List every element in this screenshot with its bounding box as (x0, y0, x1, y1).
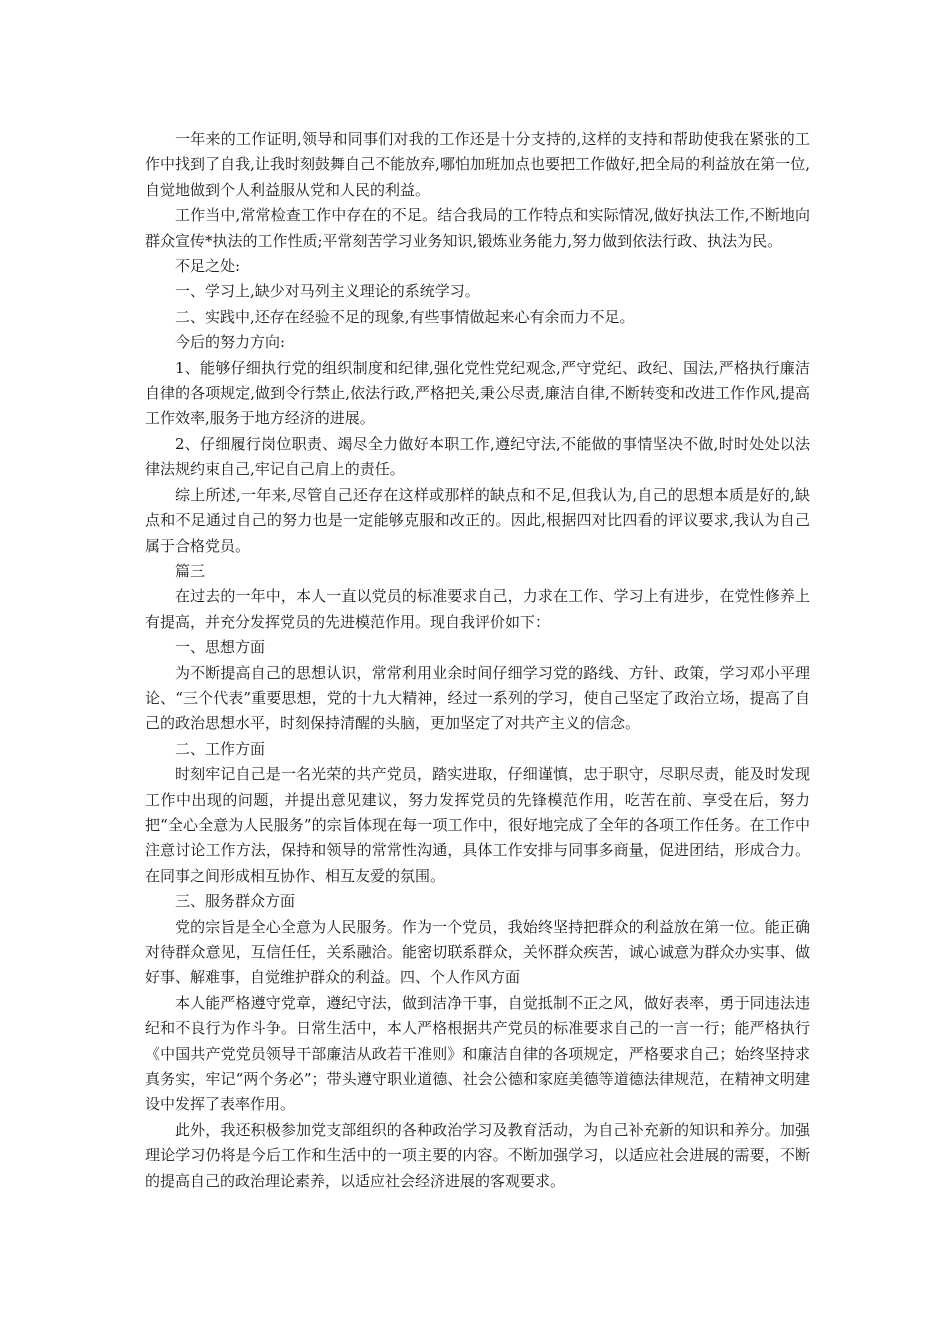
paragraph-work: 时刻牢记自己是一名光荣的共产党员，踏实进取，仔细谨慎，忠于职守，尽职尽责，能及时发现工作中出现的问题，并提出意见建议，努力发挥党员的先锋模范作用，吃苦在前、享受在后，努力把“全心全意为人民服务”的宗旨体现在每一项工作中，很好地完成了全年的各项工作任务。在工作中注意讨论工作方法，保持和领导的常常性沟通，具体工作安排与同事多商量，促进团结，形成合力。在同事之间形成相互协作、相互友爱的氛围。 (145, 765, 810, 885)
paragraph-work-check: 工作当中,常常检查工作中存在的不足。结合我局的工作特点和实际情况,做好执法工作,不断地向群众宣传*执法的工作性质;平常刻苦学习业务知识,锻炼业务能力,努力做到依法行政、执法为民。 (145, 206, 810, 250)
paragraph-conclusion: 此外，我还积极参加党支部组织的各种政治学习及教育活动，为自己补充新的知识和养分。加强理论学习仍将是今后工作和生活中的一项主要的内容。不断加强学习，以适应社会进展的需要，不断的提高自己的政治理论素养，以适应社会经济进展的客观要求。 (145, 1120, 810, 1190)
list-item-direction-2: 2、仔细履行岗位职责、竭尽全力做好本职工作,遵纪守法,不能做的事情坚决不做,时时处处以法律法规约束自己,牢记自己肩上的责任。 (145, 434, 810, 479)
heading-shortcomings: 不足之处: (175, 257, 241, 276)
paragraph-personal-style: 本人能严格遵守党章，遵纪守法，做到洁净干事，自觉抵制不正之风，做好表率，勇于同违法违纪和不良行为作斗争。日常生活中，本人严格根据共产党员的标准要求自己的一言一行；能严格执行《中国共产党党员领导干部廉洁从政若干准则》和廉洁自律的各项规定，严格要求自己；始终坚持求真务实，牢记“两个务必”；带头遵守职业道德、社会公德和家庭美德等道德法律规范，在精神文明建设中发挥了表率作用。 (145, 993, 810, 1114)
section-title-part-three: 篇三 (175, 561, 206, 580)
document-body (145, 127, 810, 1194)
paragraph-intro: 在过去的一年中，本人一直以党员的标准要求自己，力求在工作、学习上有进步，在党性修养上有提高，并充分发挥党员的先进模范作用。现自我评价如下： (145, 587, 810, 631)
paragraph-thought: 为不断提高自己的思想认识，常常利用业余时间仔细学习党的路线、方针、政策，学习邓小平理论、“三个代表”重要思想，党的十九大精神，经过一系列的学习，使自己坚定了政治立场，提高了自己的政治思想水平，时刻保持清醒的头脑，更加坚定了对共产主义的信念。 (145, 663, 810, 733)
list-item-shortcoming-2: 二、实践中,还存在经验不足的现象,有些事情做起来心有余而力不足。 (175, 307, 635, 326)
paragraph-summary: 综上所述,一年来,尽管自己还存在这样或那样的缺点和不足,但我认为,自己的思想本质是好的,缺点和不足通过自己的努力也是一定能够克服和改正的。因此,根据四对比四看的评议要求,我认为自己属于合格党员。 (145, 485, 810, 555)
paragraph-serve-masses: 党的宗旨是全心全意为人民服务。作为一个党员，我始终坚持把群众的利益放在第一位。能正确对待群众意见，互信任任，关系融洽。能密切联系群众，关怀群众疾苦，诚心诚意为群众办实事、做好事、解难事，自觉维护群众的利益。四、个人作风方面 (145, 917, 810, 987)
heading-serve-masses: 三、服务群众方面 (175, 892, 296, 911)
heading-work: 二、工作方面 (175, 739, 266, 758)
paragraph-support: 一年来的工作证明,领导和同事们对我的工作还是十分支持的,这样的支持和帮助使我在紧张的工作中找到了自我,让我时刻鼓舞自己不能放弃,哪怕加班加点也要把工作做好,把全局的利益放在第一位,自觉地做到个人利益服从党和人民的利益。 (145, 130, 810, 199)
list-item-shortcoming-1: 一、学习上,缺少对马列主义理论的系统学习。 (175, 282, 480, 301)
list-item-direction-1: 1、能够仔细执行党的组织制度和纪律,强化党性党纪观念,严守党纪、政纪、国法,严格执行廉洁自律的各项规定,做到令行禁止,依法行政,严格把关,秉公尽责,廉洁自律,不断转变和改进工作作风,提高工作效率,服务于地方经济的进展。 (145, 358, 810, 428)
heading-future-direction: 今后的努力方向: (175, 333, 286, 352)
heading-thought: 一、思想方面 (175, 638, 266, 657)
